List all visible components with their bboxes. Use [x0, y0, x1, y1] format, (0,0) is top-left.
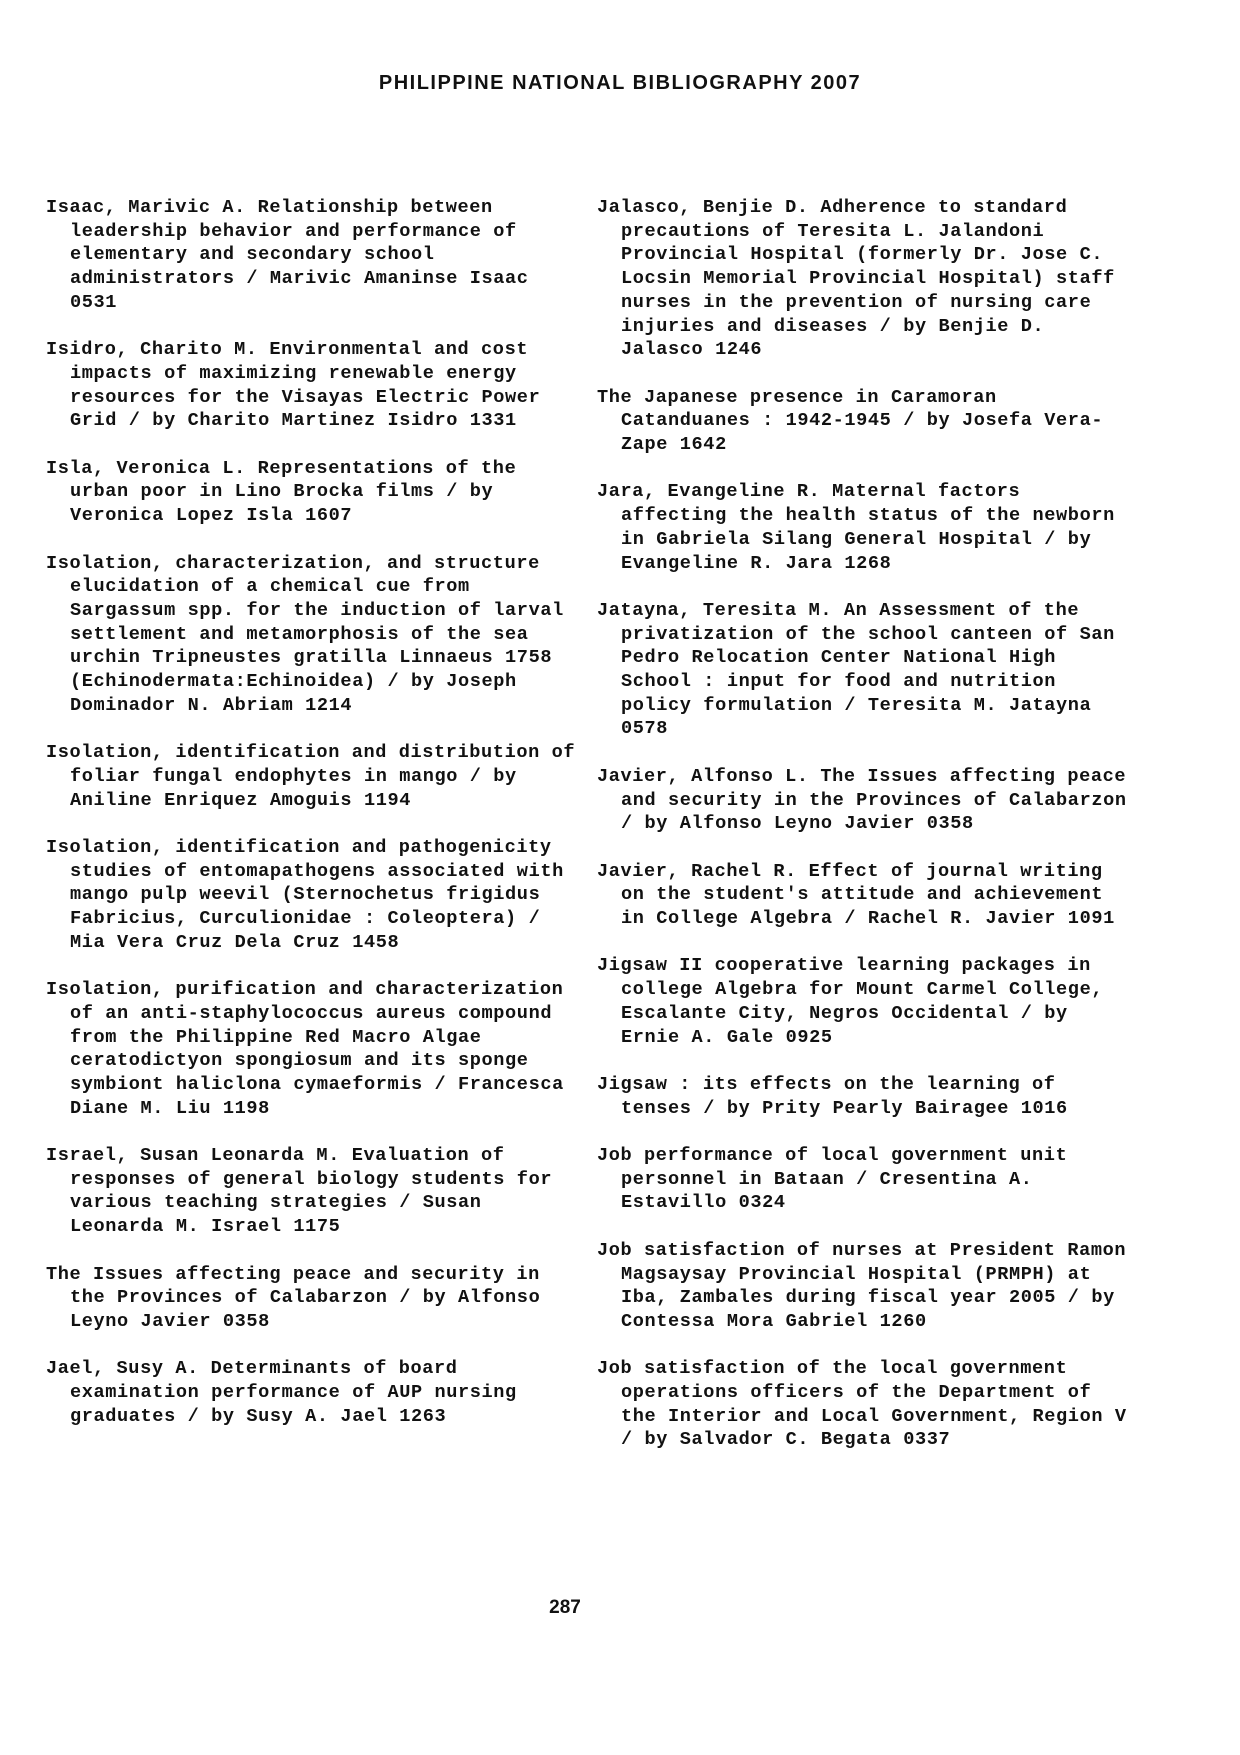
bibliography-entry: Job satisfaction of nurses at President Ramon Magsaysay Provincial Hospital (PRMPH) at Iba, Zambales during fiscal year 2005 / by Contessa Mora Gabriel 1260	[597, 1239, 1127, 1332]
bibliography-entry: Jara, Evangeline R. Maternal factors affecting the health status of the newborn in Gabriela Silang General Hospital / by Evangeline R. Jara 1268	[597, 481, 1115, 574]
bibliography-entry: Job satisfaction of the local government operations officers of the Department of the Interior and Local Government, Region V / by Salvador C. Begata 0337	[597, 1358, 1127, 1451]
bibliography-entry: Jigsaw II cooperative learning packages in college Algebra for Mount Carmel College, Escalante City, Negros Occidental / by Ernie A. Gale 0925	[597, 955, 1104, 1048]
bibliography-entry: Isaac, Marivic A. Relationship between leadership behavior and performance of elementary and secondary school administrators / Marivic Amaninse Isaac 0531	[46, 197, 529, 313]
bibliography-entry: The Japanese presence in Caramoran Catanduanes : 1942-1945 / by Josefa Vera-Zape 1642	[597, 386, 1104, 456]
bibliography-entry: Job performance of local government unit personnel in Bataan / Cresentina A. Estavillo 0324	[597, 1145, 1068, 1214]
bibliography-entry: Isolation, identification and distribution of foliar fungal endophytes in mango / by Aniline Enriquez Amoguis 1194	[46, 742, 576, 811]
bibliography-entry: Jatayna, Teresita M. An Assessment of the privatization of the school canteen of San Pedro Relocation Center National High School : input for food and nutrition policy formulation / Teresita M. Jatayna 0578	[597, 599, 1115, 740]
bibliography-entry: Javier, Rachel R. Effect of journal writing on the student's attitude and achievement in College Algebra / Rachel R. Javier 1091	[597, 860, 1115, 930]
bibliography-entry: Javier, Alfonso L. The Issues affecting peace and security in the Provinces of Calabarzon / by Alfonso Leyno Javier 0358	[597, 765, 1127, 835]
bibliography-entry: Jalasco, Benjie D. Adherence to standard precautions of Teresita L. Jalandoni Provincial Hospital (formerly Dr. Jose C. Locsin Memorial Provincial Hospital) staff nurses in the prevention of nursing care injuries and diseases / by Benjie D. Jalasco 1246	[597, 197, 1115, 361]
bibliography-entry: Israel, Susan Leonarda M. Evaluation of responses of general biology students for various teaching strategies / Susan Leonarda M. Israel 1175	[46, 1145, 553, 1238]
bibliography-entry: Jael, Susy A. Determinants of board examination performance of AUP nursing graduates / by Susy A. Jael 1263	[46, 1358, 517, 1427]
bibliography-entry: The Issues affecting peace and security in the Provinces of Calabarzon / by Alfonso Leyno Javier 0358	[46, 1263, 541, 1332]
page-number: 287	[549, 1597, 581, 1618]
right-column	[597, 196, 1127, 1476]
bibliography-entry: Isla, Veronica L. Representations of the urban poor in Lino Brocka films / by Veronica Lopez Isla 1607	[46, 457, 517, 527]
bibliography-entry: Jigsaw : its effects on the learning of tenses / by Prity Pearly Bairagee 1016	[597, 1073, 1068, 1119]
page-header: PHILIPPINE NATIONAL BIBLIOGRAPHY 2007	[378, 72, 862, 94]
bibliography-entry: Isolation, identification and pathogenicity studies of entomapathogens associated with mango pulp weevil (Sternochetus frigidus Fabricius, Curculionidae : Coleoptera) / Mia Vera Cruz Dela Cruz 1458	[46, 836, 564, 953]
bibliography-entry: Isolation, characterization, and structure elucidation of a chemical cue from Sargassum spp. for the induction of larval settlement and metamorphosis of the sea urchin Tripneustes gratilla Linnaeus 1758 (Echinodermata:Echinoidea) / by Joseph Dominador N. Abriam 1214	[46, 552, 564, 716]
bibliography-entry: Isolation, purification and characterization of an anti-staphylococcus aureus compound from the Philippine Red Macro Algae ceratodictyon spongiosum and its sponge symbiont haliclona cymaeformis / Francesca Diane M. Liu 1198	[46, 979, 564, 1119]
bibliography-entry: Isidro, Charito M. Environmental and cost impacts of maximizing renewable energy resources for the Visayas Electric Power Grid / by Charito Martinez Isidro 1331	[46, 339, 541, 432]
left-column	[46, 196, 576, 1452]
